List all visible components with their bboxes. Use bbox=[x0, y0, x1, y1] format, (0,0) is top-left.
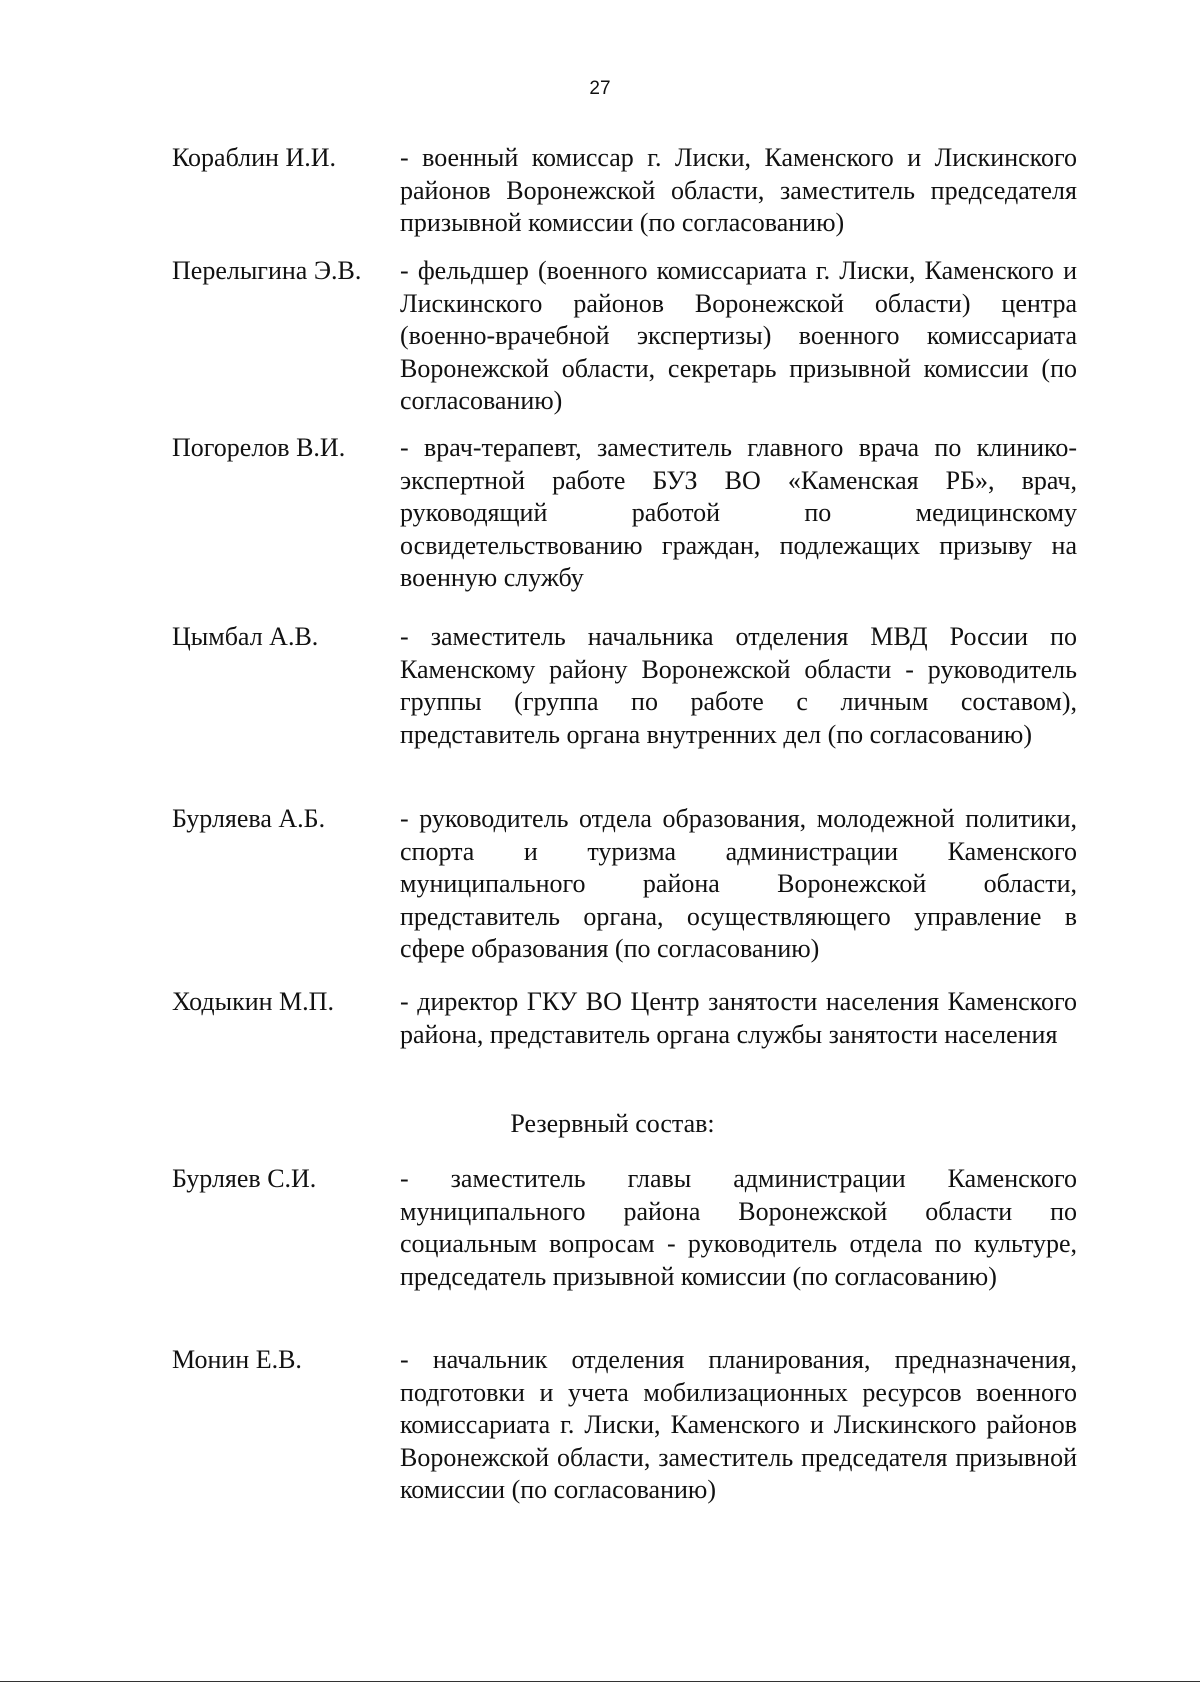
member-entry bbox=[172, 621, 1077, 751]
member-description: - директор ГКУ ВО Центр занятости населения Каменского района, представитель органа службы занятости населения bbox=[400, 987, 1077, 1049]
member-name: Бурляева А.Б. bbox=[172, 804, 326, 833]
member-entry bbox=[172, 432, 1077, 595]
member-entry bbox=[172, 986, 1077, 1051]
member-description: - начальник отделения планирования, предназначения, подготовки и учета мобилизационных ресурсов военного комиссариата г. Лиски, Каменского и Лискинского районов Воронежской области, заместитель председателя призывной комиссии (по согласованию) bbox=[400, 1345, 1077, 1504]
member-name: Монин Е.В. bbox=[172, 1345, 302, 1374]
member-description: - военный комиссар г. Лиски, Каменского и Лискинского районов Воронежской области, заместитель председателя призывной комиссии (по согласованию) bbox=[400, 143, 1077, 237]
member-description: - заместитель главы администрации Каменского муниципального района Воронежской области по социальным вопросам - руководитель отдела по культуре, председатель призывной комиссии (по согласованию) bbox=[400, 1164, 1077, 1291]
member-entry bbox=[172, 255, 1077, 418]
member-name: Бурляев С.И. bbox=[172, 1164, 317, 1193]
member-description: - фельдшер (военного комиссариата г. Лиски, Каменского и Лискинского районов Воронежской области) центра (военно-врачебной экспертизы) военного комиссариата Воронежской области, секретарь призывной комиссии (по согласованию) bbox=[400, 256, 1077, 415]
member-entry bbox=[172, 803, 1077, 966]
member-name: Погорелов В.И. bbox=[172, 433, 346, 462]
member-entry bbox=[172, 1163, 1077, 1293]
member-entry bbox=[172, 1344, 1077, 1507]
bottom-rule bbox=[0, 1681, 1200, 1682]
page-number: 27 bbox=[589, 78, 611, 99]
member-name: Ходыкин М.П. bbox=[172, 987, 334, 1016]
member-description: - руководитель отдела образования, молодежной политики, спорта и туризма администрации Каменского муниципального района Воронежской области, представитель органа, осуществляющего управление в сфере образования (по согласованию) bbox=[400, 804, 1077, 963]
member-description: - заместитель начальника отделения МВД России по Каменскому району Воронежской области - руководитель группы (группа по работе с личным составом), представитель органа внутренних дел (по согласованию) bbox=[400, 622, 1077, 749]
member-name: Кораблин И.И. bbox=[172, 143, 337, 172]
member-name: Перелыгина Э.В. bbox=[172, 256, 362, 285]
member-name: Цымбал А.В. bbox=[172, 622, 319, 651]
reserve-heading: Резервный состав: bbox=[510, 1109, 715, 1138]
member-description: - врач-терапевт, заместитель главного врача по клинико-экспертной работе БУЗ ВО «Каменская РБ», врач, руководящий работой по медицинскому освидетельствованию граждан, подлежащих призыву на военную службу bbox=[400, 433, 1077, 592]
member-entry bbox=[172, 142, 1077, 240]
